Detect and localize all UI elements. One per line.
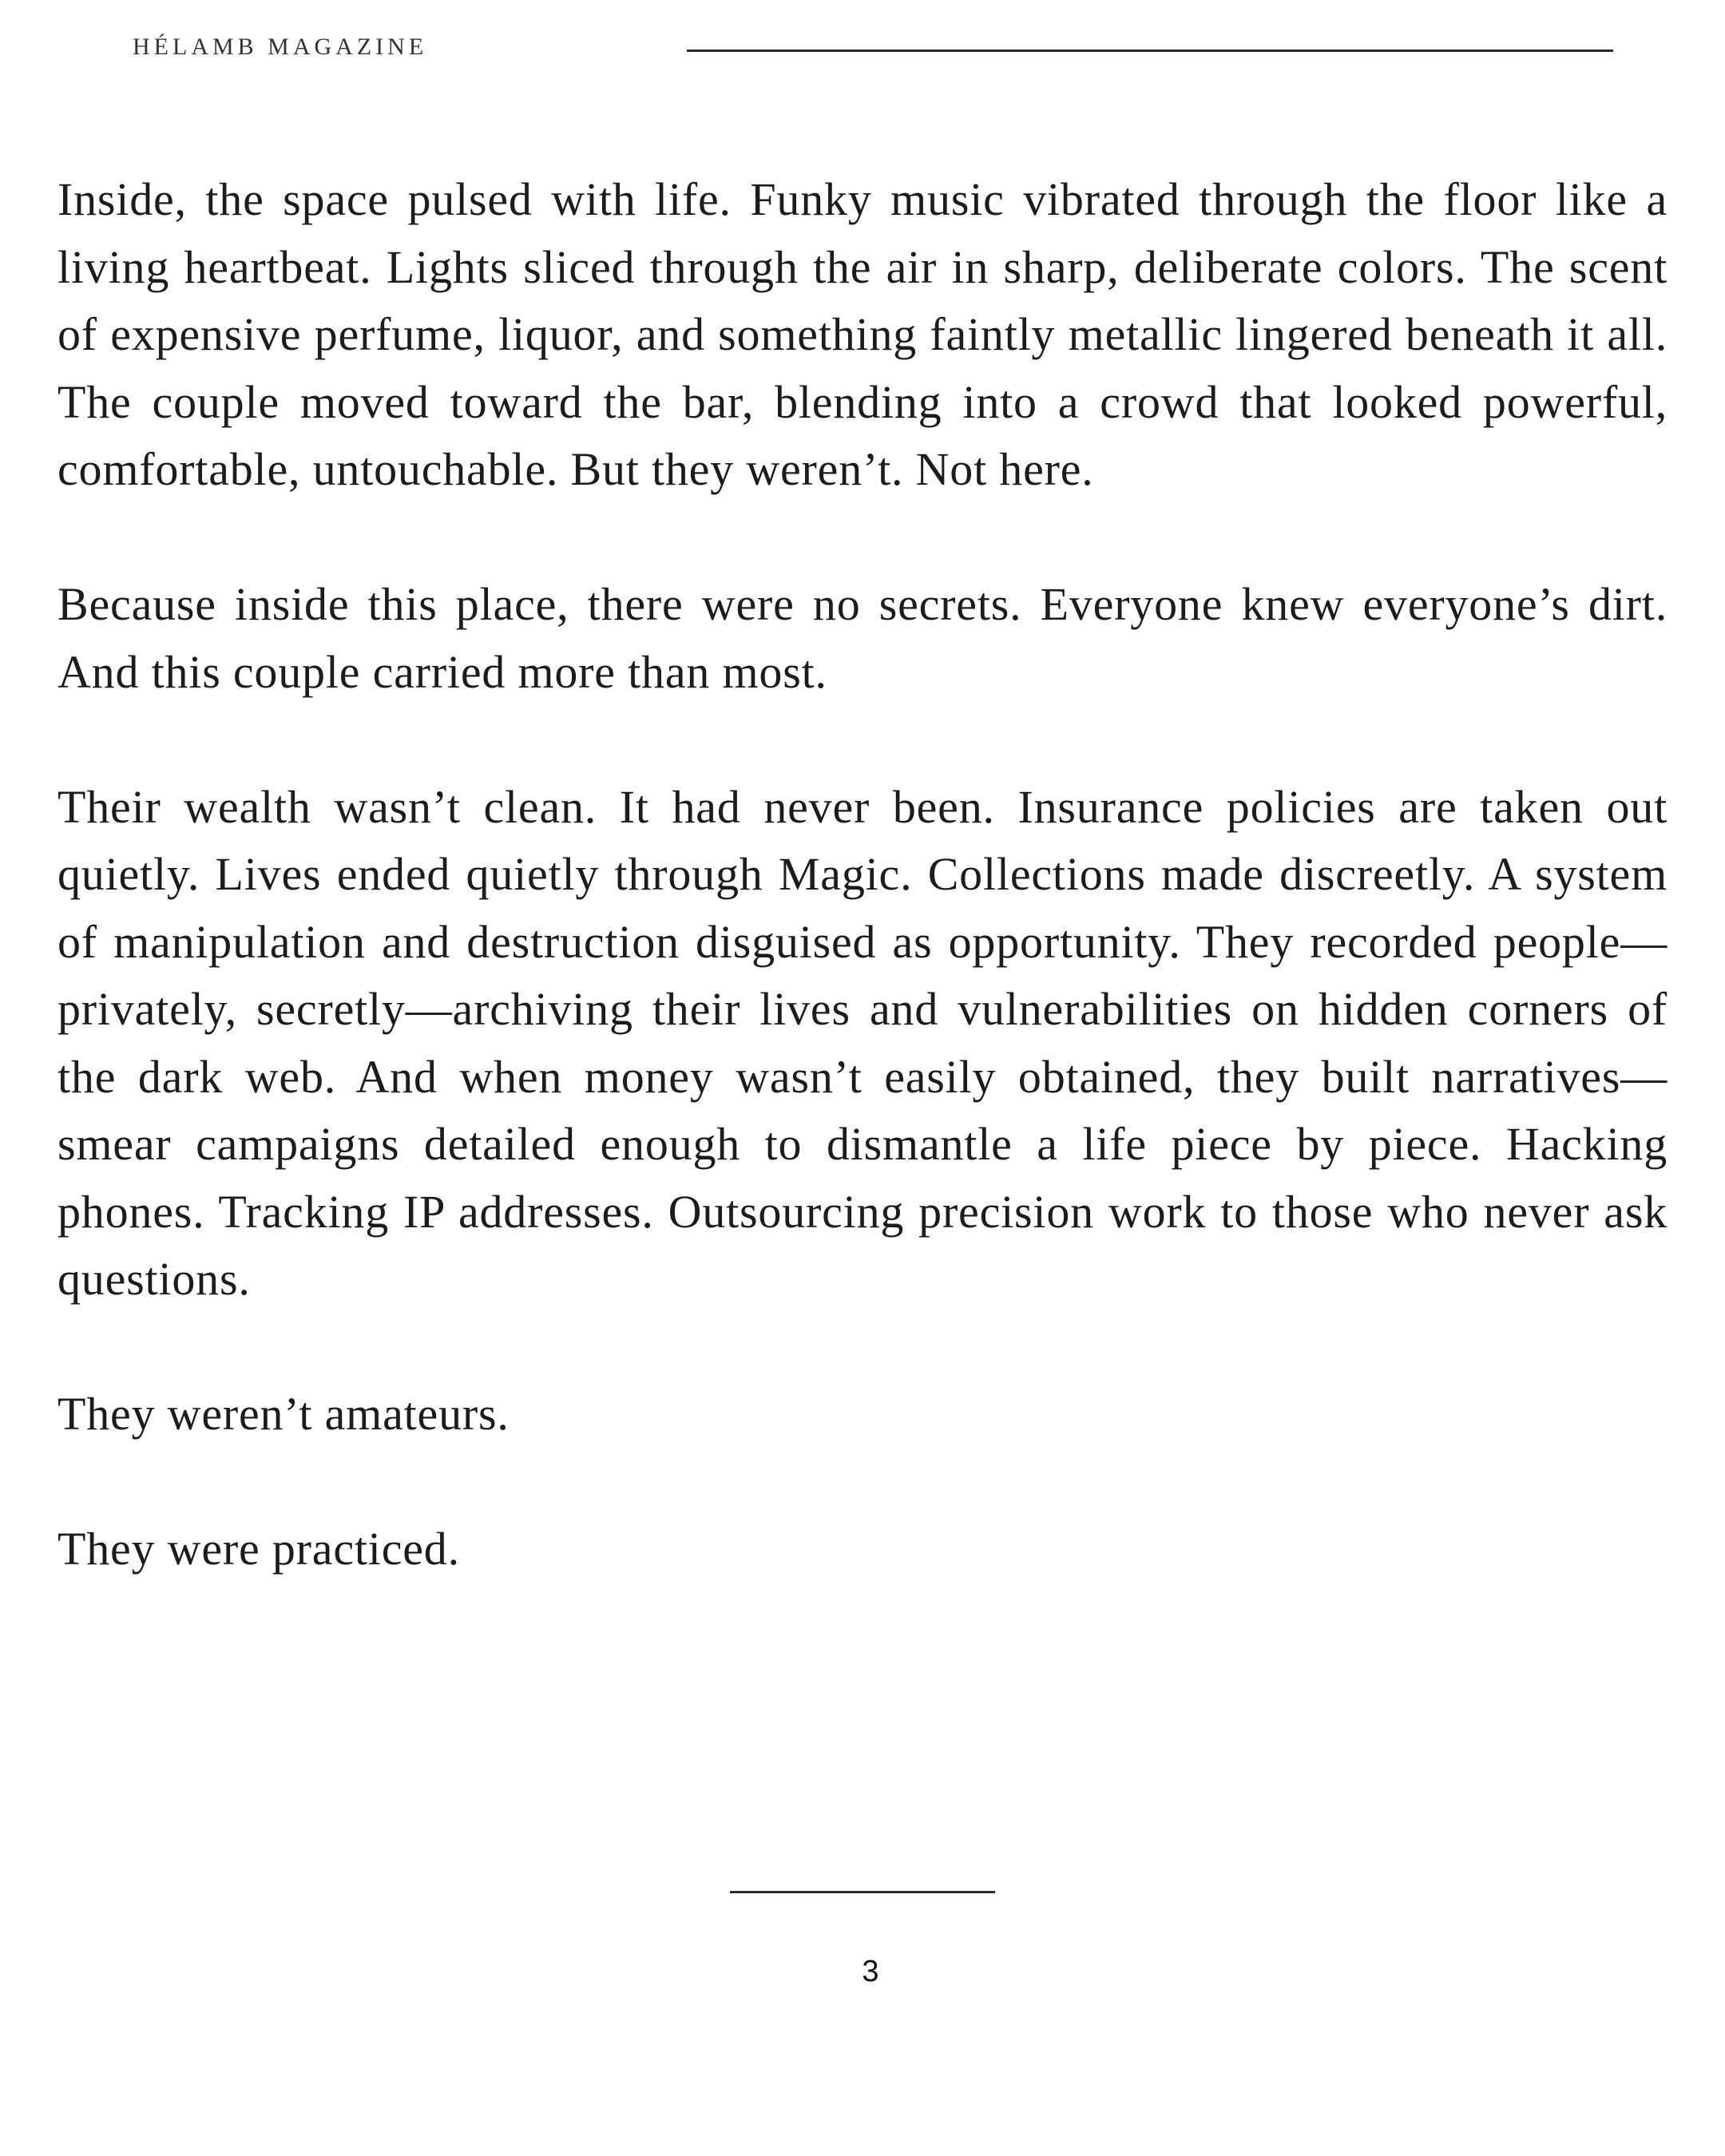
magazine-brand: HÉLAMB MAGAZINE [133, 34, 428, 60]
paragraph-1: Inside, the space pulsed with life. Funky music vibrated through the floor like a living heartbeat. Lights sliced through the air in sharp, deliberate colors. The scent of expensive perfume, liquor, and something faintly metallic lingered beneath it all. The couple moved toward the bar, blending into a crowd that looked powerful, comfortable, untouchable. But they weren’t. Not here. [58, 173, 1668, 495]
article-body [58, 166, 1668, 1651]
paragraph-4: They weren’t amateurs. [58, 1388, 510, 1440]
paragraph-2: Because inside this place, there were no secrets. Everyone knew everyone’s dirt. And this couple carried more than most. [58, 578, 1668, 698]
footer-divider [730, 1891, 995, 1893]
paragraph-5: They were practiced. [58, 1523, 460, 1575]
paragraph-3: Their wealth wasn’t clean. It had never been. Insurance policies are taken out quietly. Lives ended quietly through Magic. Collections made discreetly. A system of manipulation and destruction disguised as opportunity. They recorded people—privately, secretly—archiving their lives and vulnerabilities on hidden corners of the dark web. And when money wasn’t easily obtained, they built narratives—smear campaigns detailed enough to dismantle a life piece by piece. Hacking phones. Tracking IP addresses. Outsourcing precision work to those who never ask questions. [58, 780, 1668, 1305]
page-number: 3 [862, 1955, 879, 1988]
header-divider [687, 50, 1613, 52]
